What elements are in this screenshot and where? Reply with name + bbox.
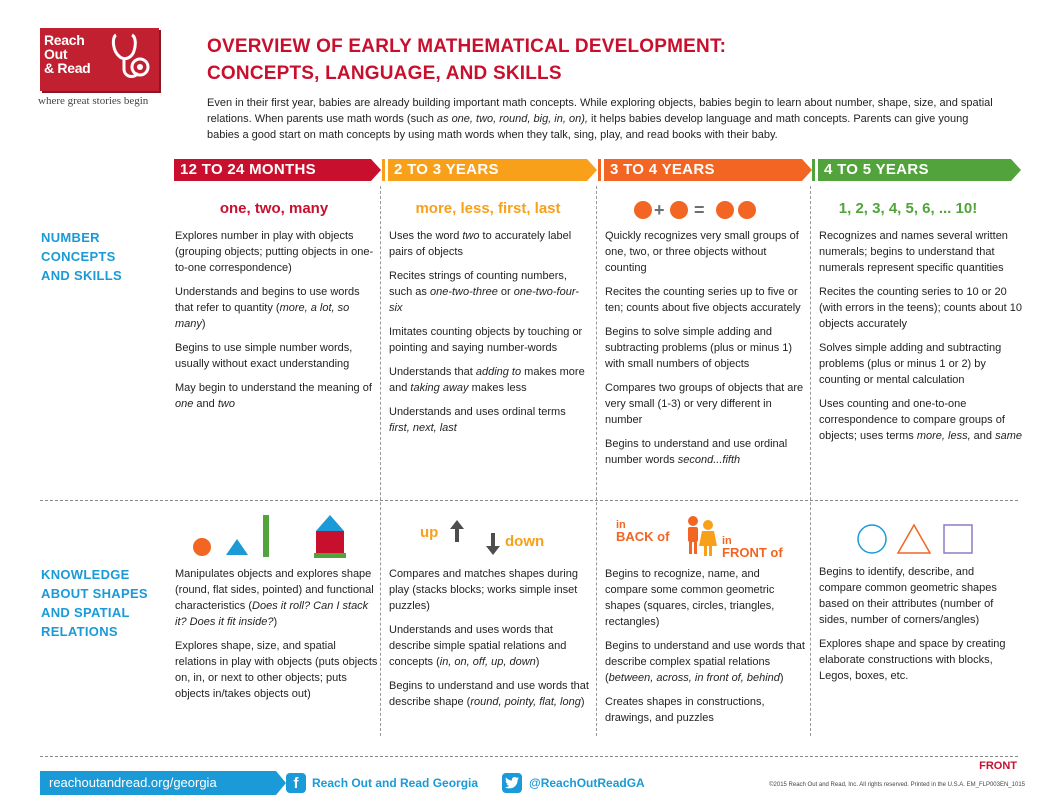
number-header-2: more, less, first, last <box>415 200 561 217</box>
svg-text:+: + <box>654 200 665 220</box>
facebook-link[interactable]: Reach Out and Read Georgia <box>312 776 479 790</box>
logo <box>40 28 159 91</box>
website-link[interactable]: reachoutandread.org/georgia <box>40 771 276 795</box>
list-item: Understands and uses ordinal terms first, next, last <box>389 406 566 434</box>
facebook-icon[interactable]: f <box>286 773 306 793</box>
svg-text:=: = <box>694 200 705 220</box>
list-item: Imitates counting objects by touching or pointing and saying number-words <box>389 326 583 354</box>
front-of-label: FRONT of <box>722 545 783 560</box>
twitter-link[interactable]: @ReachOutReadGA <box>529 776 645 790</box>
list-item: Begins to understand and use ordinal number words second...fifth <box>605 438 788 466</box>
list-item: Begins to solve simple adding and subtracting problems (plus or minus 1) with small numbers of objects <box>605 326 793 370</box>
down-label: down <box>505 533 545 550</box>
shapes-column-1 <box>175 566 380 710</box>
list-item: Begins to understand and use words that describe complex spatial relations (between, across, in front of, behind) <box>605 640 805 684</box>
list-item: Understands and uses words that describe simple spatial relations and concepts (in, on, off, up, down) <box>389 624 567 668</box>
number-column-4 <box>819 228 1024 452</box>
list-item: Explores shape and space by creating elaborate constructions with blocks, Legos, boxes, etc. <box>819 638 1006 682</box>
list-item: Recognizes and names several written numerals; begins to understand that numerals represent specific quantities <box>819 230 1008 274</box>
up-label: up <box>420 524 439 541</box>
addition-dots-icon <box>632 199 772 221</box>
intro-paragraph: Even in their first year, babies are already building important math concepts. While exploring objects, babies begin to learn about number, shape, size, and spatial relations. When parents use math words (such as one, two, round, big, in, on), it helps babies develop language and math concepts. Parents can give young babies a good start on math concepts by using math words when they talk, sing, play, and read books with their baby. <box>207 97 993 141</box>
list-item: Recites the counting series up to five or ten; counts about five objects accurately <box>605 286 801 314</box>
banner-notch <box>382 159 385 181</box>
number-header-4: 1, 2, 3, 4, 5, 6, ... 10! <box>838 200 978 217</box>
in-front-label: in <box>722 535 732 547</box>
list-item: Compares and matches shapes during play (stacks blocks; works simple inset puzzles) <box>389 568 578 612</box>
list-item: Solves simple adding and subtracting problems (plus or minus 1 or 2) by counting or mental calculation <box>819 342 1002 386</box>
twitter-icon[interactable] <box>502 773 522 793</box>
list-item: Recites strings of counting numbers, such as one-two-three or one-two-four-six <box>389 270 579 314</box>
list-item: Creates shapes in constructions, drawings, and puzzles <box>605 696 765 724</box>
front-label: FRONT <box>979 760 1017 772</box>
column-divider <box>810 186 811 736</box>
list-item: May begin to understand the meaning of one and two <box>175 382 372 410</box>
outline-shapes-icon <box>856 523 976 555</box>
list-item: Compares two groups of objects that are very small (1-3) or very different in number <box>605 382 804 426</box>
up-arrow-icon <box>450 520 464 542</box>
logo-wordmark: Reach Out & Read <box>44 32 91 76</box>
number-column-1 <box>175 228 375 420</box>
list-item: Understands that adding to makes more and taking away makes less <box>389 366 585 394</box>
footer-divider <box>40 756 1018 757</box>
age-banner-4-5-years: 4 TO 5 YEARS <box>818 159 1011 181</box>
list-item: Quickly recognizes very small groups of one, two, or three objects without counting <box>605 230 799 274</box>
copyright-text: ©2015 Reach Out and Read, Inc. All rights reserved. Printed in the U.S.A. EM_FLP003EN_1015 <box>769 782 1025 788</box>
list-item: Manipulates objects and explores shape (round, flat sides, pointed) and functional characteristics (Does it roll? Can I stack it? Does it fit inside?) <box>175 568 374 628</box>
column-divider <box>596 186 597 736</box>
children-icon <box>682 514 720 558</box>
list-item: Explores shape, size, and spatial relations in play with objects (puts objects on, in, or next to other objects; puts objects in/takes objects out) <box>175 640 378 700</box>
tagline: where great stories begin <box>38 95 149 107</box>
in-label: in <box>616 519 626 531</box>
down-arrow-icon <box>486 533 500 555</box>
list-item: Understands and begins to use words that refer to quantity (more, a lot, so many) <box>175 286 360 330</box>
shapes-column-3 <box>605 566 805 734</box>
number-header-1: one, two, many <box>219 200 329 217</box>
list-item: Begins to identify, describe, and compare common geometric shapes based on their attributes (number of sides, number of corners/angles) <box>819 566 997 626</box>
stethoscope-icon <box>106 33 154 85</box>
age-banner-12-24-months: 12 TO 24 MONTHS <box>174 159 371 181</box>
shapes-blocks-icon <box>190 513 350 559</box>
section-label-shapes: KNOWLEDGE ABOUT SHAPES AND SPATIAL RELATIONS <box>41 567 148 639</box>
section-label-number: NUMBER CONCEPTS AND SKILLS <box>41 230 122 283</box>
banner-notch <box>812 159 815 181</box>
number-column-3 <box>605 228 805 476</box>
column-divider <box>380 186 381 736</box>
list-item: Begins to understand and use words that describe shape (round, pointy, flat, long) <box>389 680 589 708</box>
banner-notch <box>598 159 601 181</box>
shapes-column-4 <box>819 564 1019 692</box>
list-item: Begins to use simple number words, usually without exact understanding <box>175 342 353 370</box>
list-item: Recites the counting series to 10 or 20 (with errors in the teens); counts about 10 objects accurately <box>819 286 1022 330</box>
shapes-column-2 <box>389 566 594 718</box>
section-divider <box>40 500 1018 501</box>
back-of-label: BACK of <box>616 529 670 544</box>
age-banner-2-3-years: 2 TO 3 YEARS <box>388 159 587 181</box>
number-column-2 <box>389 228 589 444</box>
page-title: OVERVIEW OF EARLY MATHEMATICAL DEVELOPMENT: CONCEPTS, LANGUAGE, AND SKILLS <box>207 36 727 84</box>
list-item: Begins to recognize, name, and compare some common geometric shapes (squares, circles, triangles, rectangles) <box>605 568 775 628</box>
list-item: Uses the word two to accurately label pairs of objects <box>389 230 572 258</box>
list-item: Uses counting and one-to-one correspondence to compare groups of objects; uses terms more, less, and same <box>819 398 1022 442</box>
age-banner-3-4-years: 3 TO 4 YEARS <box>604 159 802 181</box>
list-item: Explores number in play with objects (grouping objects; putting objects in one-to-one correspondence) <box>175 230 374 274</box>
